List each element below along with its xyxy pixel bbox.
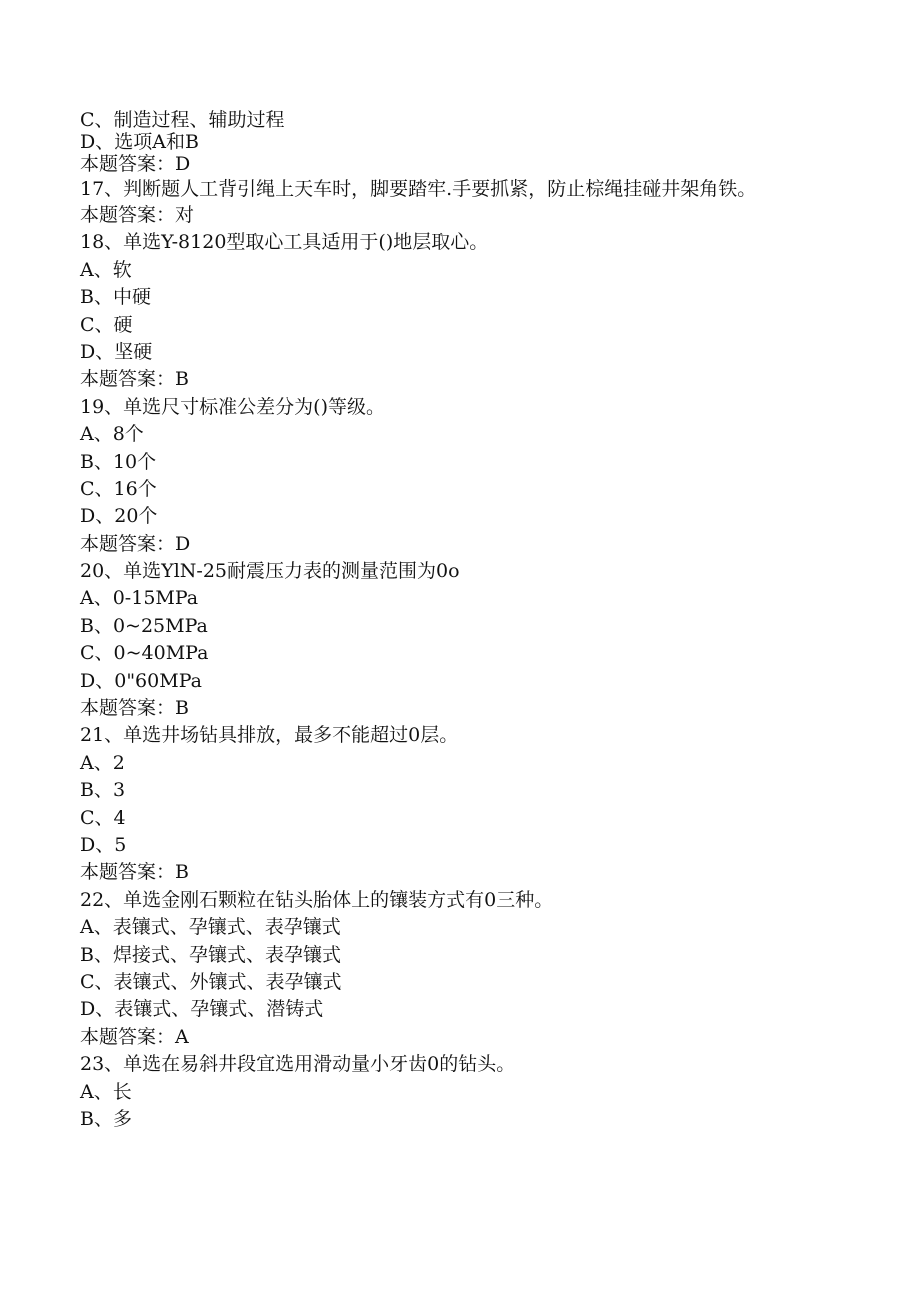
option-line: D、5: [80, 833, 127, 856]
option-line: B、0~25MPa: [80, 614, 208, 637]
option-line: B、多: [80, 1107, 132, 1130]
question-line: 23、单选在易斜井段宜选用滑动量小牙齿0的钻头。: [80, 1053, 516, 1076]
question-line: 21、单选井场钻具排放，最多不能超过0层。: [80, 724, 459, 747]
option-line: A、2: [80, 751, 125, 774]
option-line: B、焊接式、孕镶式、表孕镶式: [80, 943, 341, 966]
option-line: C、0~40MPa: [80, 642, 209, 665]
option-line: C、制造过程、辅助过程: [80, 109, 285, 131]
option-line: D、0"60MPa: [80, 669, 202, 692]
answer-line: 本题答案：B: [80, 697, 189, 720]
option-line: D、20个: [80, 505, 158, 528]
option-line: A、8个: [80, 423, 144, 446]
option-line: C、4: [80, 806, 126, 829]
option-line: D、表镶式、孕镶式、潜铸式: [80, 998, 324, 1021]
option-line: B、中硬: [80, 286, 151, 309]
option-line: A、表镶式、孕镶式、表孕镶式: [80, 916, 341, 939]
option-line: C、硬: [80, 313, 133, 336]
answer-line: 本题答案：B: [80, 861, 189, 884]
option-line: C、16个: [80, 477, 157, 500]
answer-line: 本题答案：对: [80, 204, 195, 226]
question-line: 20、单选YlN-25耐震压力表的测量范围为0o: [80, 560, 460, 583]
option-line: A、软: [80, 258, 132, 281]
option-line: C、表镶式、外镶式、表孕镶式: [80, 970, 342, 993]
option-line: B、3: [80, 779, 126, 802]
option-line: D、坚硬: [80, 340, 153, 363]
question-line: 18、单选Y-8120型取心工具适用于()地层取心。: [80, 231, 489, 254]
option-line: A、长: [80, 1080, 132, 1103]
question-line: 17、判断题人工背引绳上天车时，脚要踏牢.手要抓紧，防止棕绳挂碰井架角铁。: [80, 178, 757, 200]
answer-line: 本题答案：D: [80, 532, 191, 555]
answer-line: 本题答案：B: [80, 368, 189, 391]
question-line: 22、单选金刚石颗粒在钻头胎体上的镶装方式有0三种。: [80, 888, 554, 911]
question-line: 19、单选尺寸标准公差分为()等级。: [80, 395, 386, 418]
answer-line: 本题答案：A: [80, 1025, 189, 1048]
document-page: [80, 109, 840, 1133]
answer-line: 本题答案：D: [80, 153, 191, 175]
option-line: D、选项A和B: [80, 131, 199, 153]
option-line: A、0-15MPa: [80, 587, 199, 610]
option-line: B、10个: [80, 450, 157, 473]
